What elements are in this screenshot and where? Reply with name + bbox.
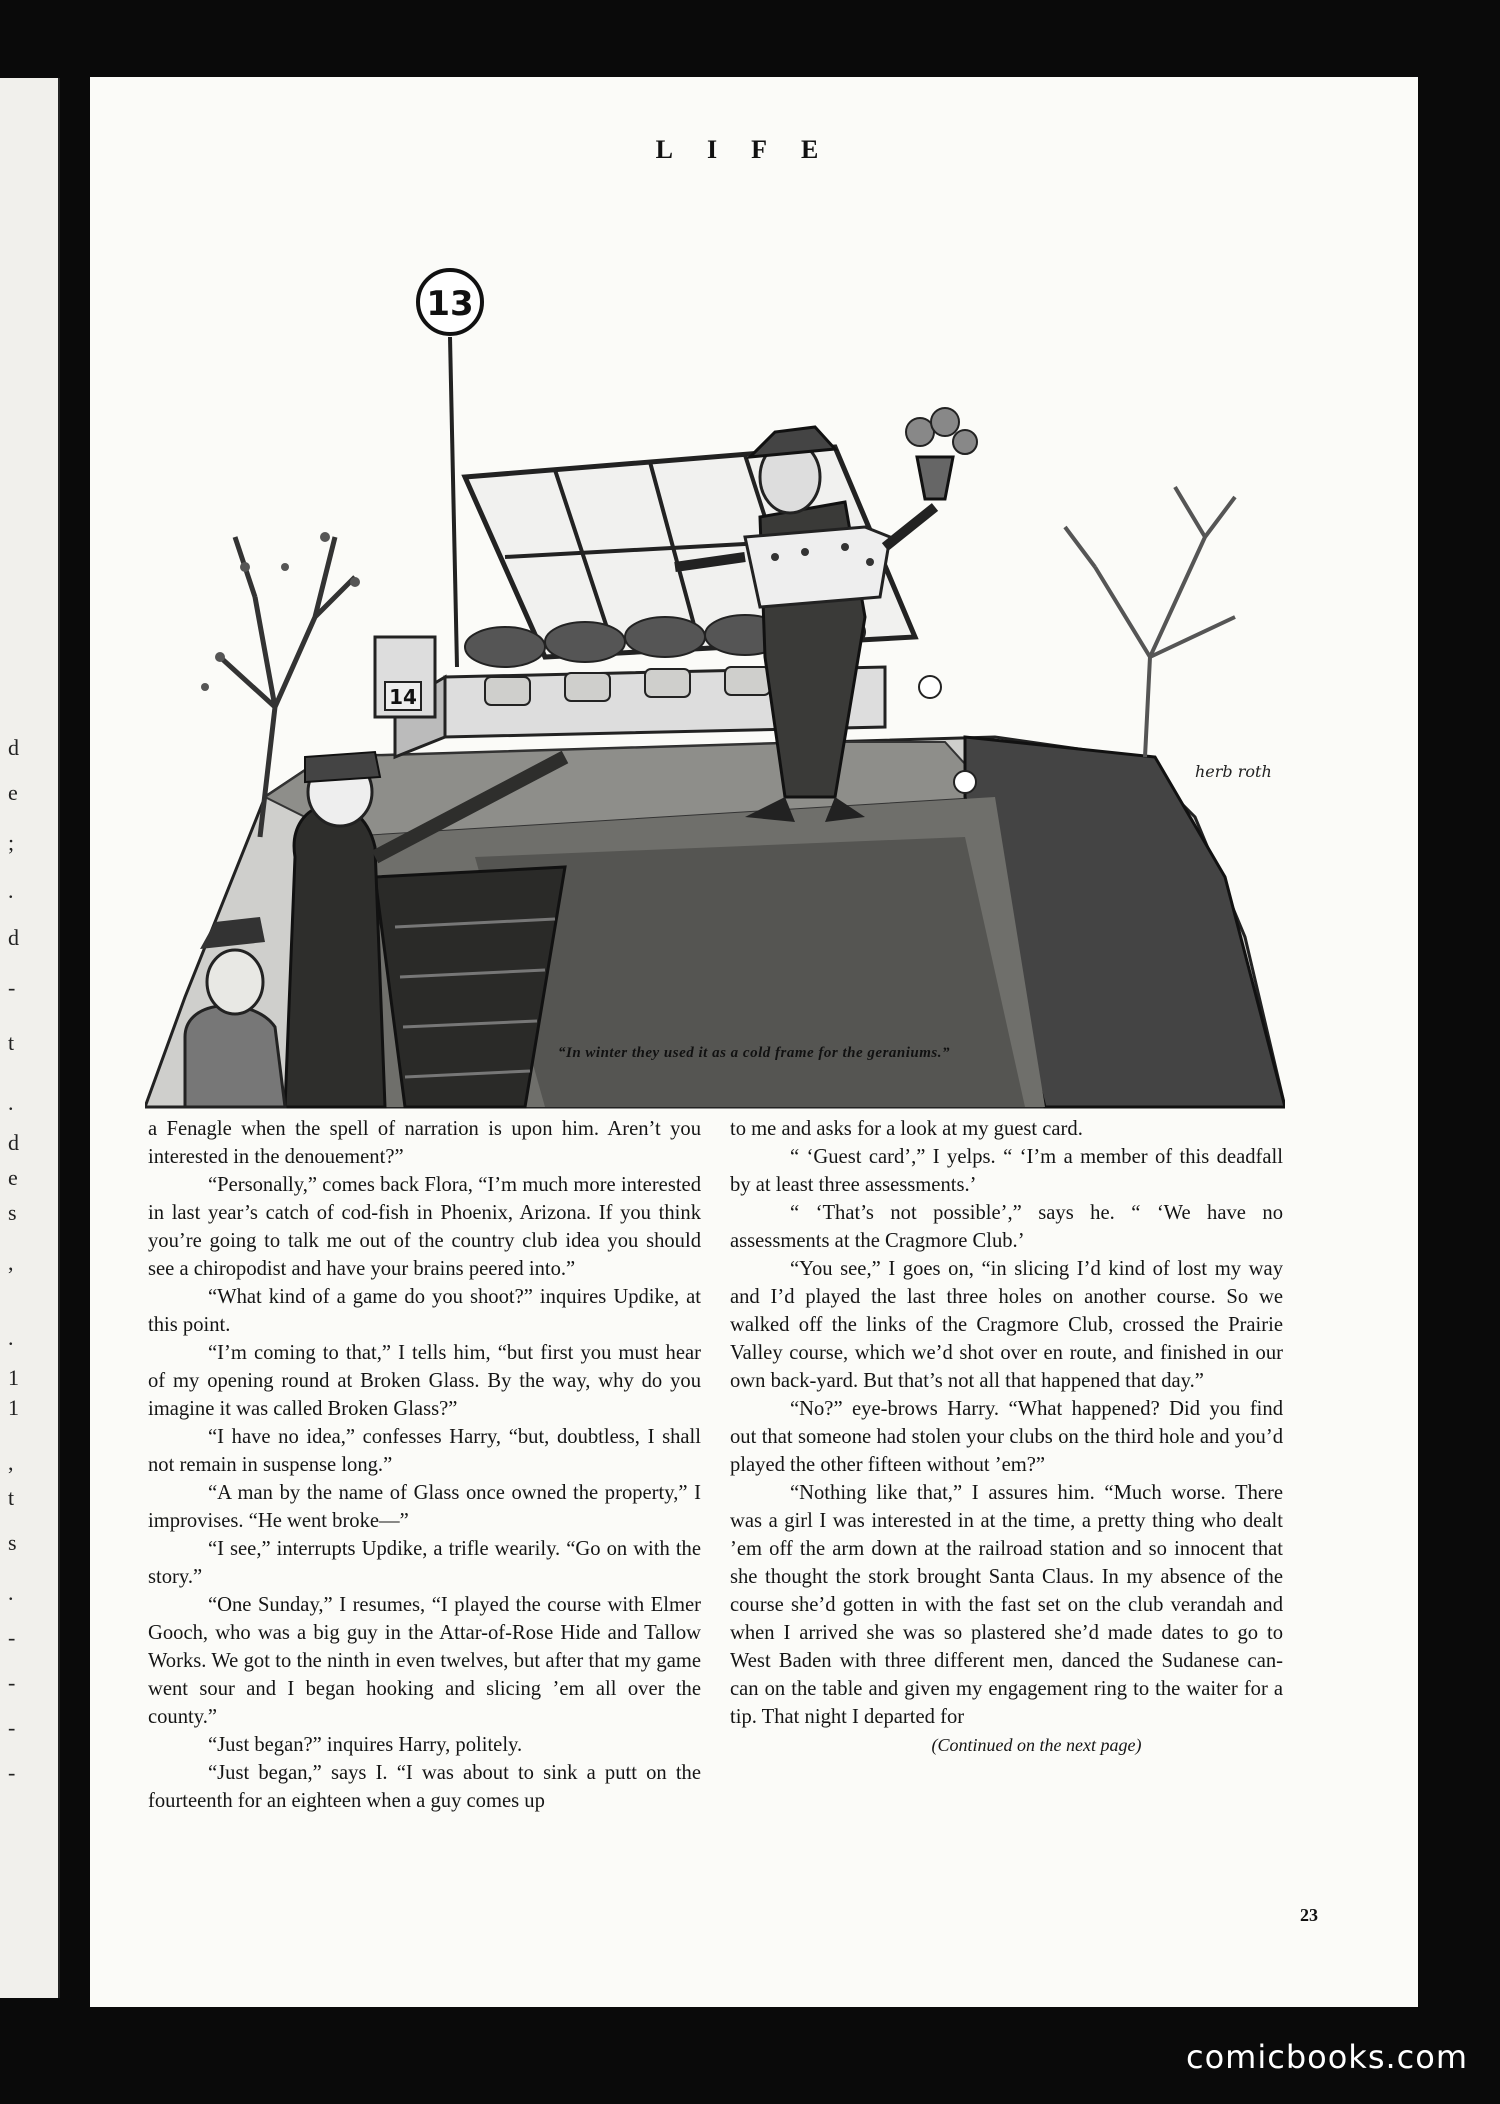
left-page-letter: 1	[8, 1365, 19, 1390]
flag-number: 13	[426, 284, 474, 324]
paragraph: “A man by the name of Glass once owned the property,” I improvises. “He went broke—”	[148, 1482, 701, 1532]
left-text-column	[148, 1115, 701, 1815]
left-page-letter: -	[8, 975, 16, 1000]
magazine-page	[90, 77, 1418, 2007]
left-page-letter: d	[8, 1130, 19, 1155]
left-page-letter: e	[8, 780, 18, 805]
left-page-letter: ;	[8, 830, 15, 855]
paragraph: “ ‘Guest card’,” I yelps. “ ‘I’m a member of this deadfall by at least three assessments.’	[730, 1146, 1283, 1196]
continued-note: (Continued on the next page)	[931, 1735, 1142, 1755]
left-page-letter: ,	[8, 1450, 14, 1475]
left-page-letter: .	[8, 1090, 14, 1115]
left-page-edge	[0, 78, 60, 1998]
paragraph: “Personally,” comes back Flora, “I’m much more interested in last year’s catch of cod-fish in Phoenix, Arizona. If you think you’re going to talk me out of the country club idea you should see a chiropodist and have your brains peered into.”	[148, 1174, 701, 1280]
watermark: comicbooks.com	[1185, 2038, 1468, 2076]
left-page-letter: s	[8, 1530, 17, 1555]
cartoon-caption: “In winter they used it as a cold frame for the geraniums.”	[557, 1045, 951, 1061]
left-page-letter: -	[8, 1715, 16, 1740]
right-text-column	[730, 1115, 1283, 1759]
paragraph: “Just began?” inquires Harry, politely.	[208, 1734, 523, 1756]
left-page-letter: t	[8, 1030, 15, 1055]
paragraph: “I’m coming to that,” I tells him, “but first you must hear of my opening round at Broken Glass. By the way, why do you imagine it was called Broken Glass?”	[148, 1342, 701, 1420]
tee-box-number: 14	[389, 685, 417, 709]
paragraph: “You see,” I goes on, “in slicing I’d kind of lost my way and I’d played the last three holes on another course. So we walked off the links of the Cragmore Club, crossed the Prairie Valley course, which we’d shot over en route, and finished in our own back-yard. But that’s not all that happened that day.”	[730, 1258, 1283, 1392]
paragraph: “I have no idea,” confesses Harry, “but, doubtless, I shall not remain in suspense long.”	[148, 1426, 701, 1476]
paragraph: a Fenagle when the spell of narration is upon him. Aren’t you interested in the denouement?”	[148, 1118, 701, 1168]
left-page-letter: 1	[8, 1395, 19, 1420]
left-page-letter: t	[8, 1485, 15, 1510]
left-page-letter: .	[8, 1325, 14, 1350]
paragraph: “One Sunday,” I resumes, “I played the course with Elmer Gooch, who was a big guy in the Attar-of-Rose Hide and Tallow Works. We got to the ninth in even twelves, but after that my game went sour and I began hooking and slicing ’em all over the county.”	[148, 1594, 701, 1728]
left-page-letter: .	[8, 1580, 14, 1605]
left-page-letter: .	[8, 878, 14, 903]
paragraph: “Nothing like that,” I assures him. “Much worse. There was a girl I was interested in at the time, a pretty thing who dealt ’em off the arm down at the railroad station and so innocent that she thought the stork brought Santa Claus. In my absence of the course she’d gotten in with the fast set on the club verandah and when I arrived she was so plastered she’d made dates to go to West Baden with three different men, danced the Sudanese can-can on the table and given my engagement ring to the waiter for a tip. That night I departed for	[730, 1482, 1283, 1728]
artist-signature: herb roth	[1195, 762, 1272, 781]
left-page-letter: -	[8, 1670, 16, 1695]
left-page-letter: -	[8, 1760, 16, 1785]
paragraph: “What kind of a game do you shoot?” inquires Updike, at this point.	[148, 1286, 701, 1336]
cartoon-illustration	[145, 237, 1285, 1109]
page-number: 23	[1300, 1905, 1318, 1925]
paragraph: to me and asks for a look at my guest card.	[730, 1118, 1083, 1140]
left-page-letter: ,	[8, 1250, 14, 1275]
left-page-letter: d	[8, 925, 19, 950]
left-page-letter: s	[8, 1200, 17, 1225]
left-page-letter: e	[8, 1165, 18, 1190]
paragraph: “Just began,” says I. “I was about to sink a putt on the fourteenth for an eighteen when a guy comes up	[148, 1762, 701, 1812]
left-page-letter: d	[8, 735, 19, 760]
paragraph: “ ‘That’s not possible’,” says he. “ ‘We have no assessments at the Cragmore Club.’	[730, 1202, 1283, 1252]
paragraph: “I see,” interrupts Updike, a trifle wearily. “Go on with the story.”	[148, 1538, 701, 1588]
paragraph: “No?” eye-brows Harry. “What happened? Did you find out that someone had stolen your clubs on the third hole and you’d played the other fifteen without ’em?”	[730, 1398, 1283, 1476]
masthead: LIFE	[655, 135, 853, 164]
left-page-letter: -	[8, 1625, 16, 1650]
